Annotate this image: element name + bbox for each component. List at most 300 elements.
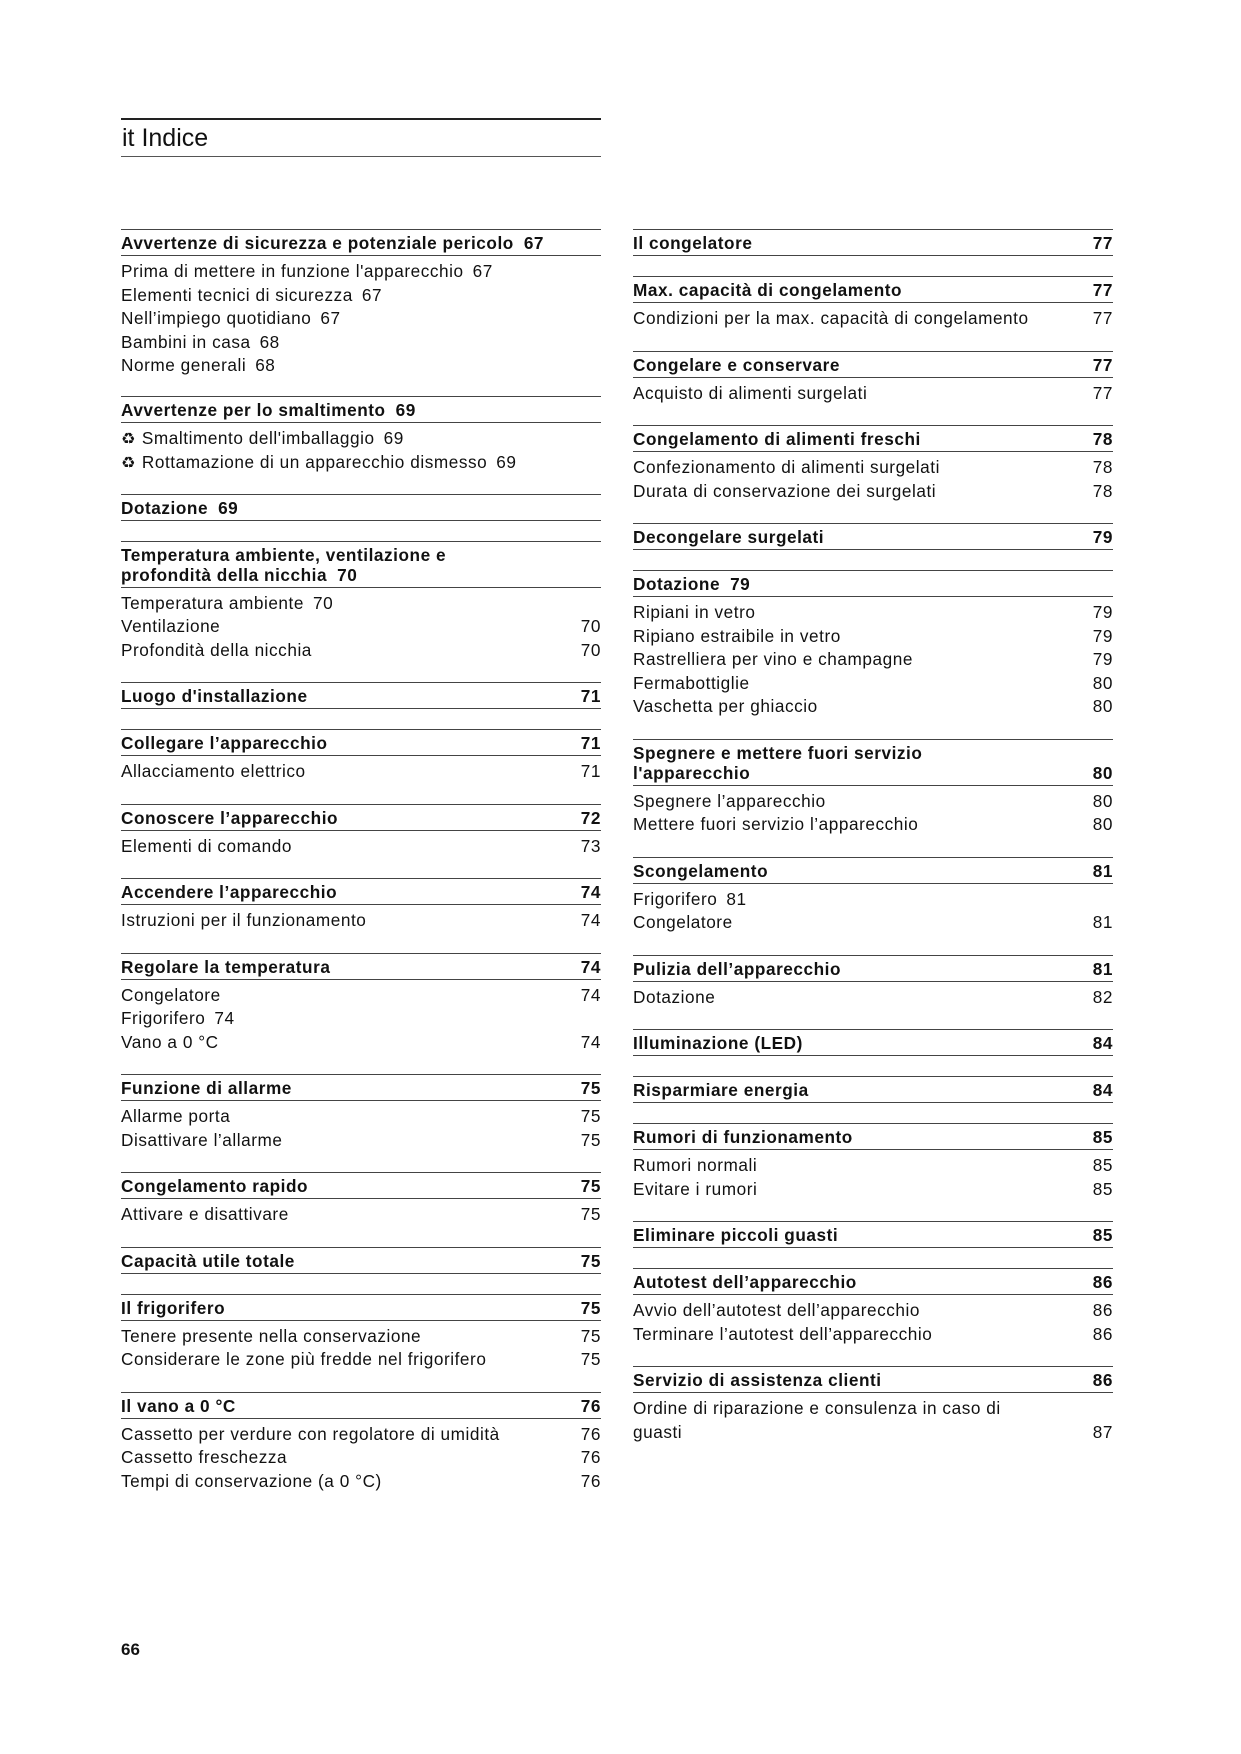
toc-section-page: 79 [730, 574, 751, 594]
toc-entry-title [633, 790, 826, 814]
toc-entry-page: 76 [580, 1447, 601, 1467]
toc-entry[interactable] [633, 480, 1113, 504]
toc-section-heading[interactable] [633, 1268, 1113, 1295]
toc-entry-title [121, 835, 292, 859]
toc-section [121, 229, 601, 378]
toc-section-page: 81 [1092, 958, 1113, 979]
toc-section-page: 77 [1092, 280, 1113, 300]
toc-section-title-text: Congelare e conservare [633, 354, 840, 375]
toc-entry[interactable] [121, 427, 601, 452]
toc-entry-page: 75 [580, 1325, 601, 1346]
toc-entry-page: 67 [472, 261, 493, 281]
toc-section-page: 77 [1092, 354, 1113, 375]
toc-section-title [121, 957, 338, 977]
toc-entry-page: 85 [1092, 1155, 1113, 1175]
toc-entry-page: 73 [580, 835, 601, 856]
toc-entry-text: Vano a 0 °C [121, 1031, 219, 1052]
recycle-icon: ♻ [121, 430, 136, 448]
toc-section-title [121, 498, 246, 518]
toc-entry-page: 80 [1092, 696, 1113, 716]
toc-entry-page: 77 [1092, 382, 1113, 403]
toc-entry-page: 70 [580, 616, 601, 636]
toc-entry-title [633, 456, 940, 480]
toc-section-title-text: Capacità utile totale [121, 1250, 295, 1271]
toc-section [121, 729, 601, 784]
toc-entry[interactable] [633, 813, 1113, 837]
toc-section-heading[interactable] [633, 1076, 1113, 1103]
toc-section-title-text: Spegnere e mettere fuori servizio l'apparecchio [633, 742, 923, 783]
toc-column-left [121, 209, 601, 1493]
toc-entry-title [633, 382, 867, 406]
toc-section-page: 84 [1092, 1080, 1113, 1100]
toc-entry-text: Attivare e disattivare [121, 1204, 289, 1224]
toc-entry-text: Rastrelliera per vino e champagne [633, 649, 913, 669]
toc-entry-title [121, 1423, 500, 1447]
toc-section-title [633, 1225, 846, 1245]
toc-section-title [121, 1396, 244, 1416]
toc-section-page: 85 [1092, 1127, 1113, 1147]
page-title: it Indice [122, 124, 209, 152]
toc-entry-title [633, 480, 936, 504]
toc-entry-text: Considerare le zone più fredde nel frigorifero [121, 1349, 487, 1369]
toc-section [121, 953, 601, 1055]
toc-section-heading[interactable] [633, 276, 1113, 303]
toc-section-title [121, 400, 424, 420]
toc-section [121, 1392, 601, 1494]
toc-entry[interactable] [121, 1105, 601, 1129]
toc-entry-page: 76 [580, 1470, 601, 1491]
toc-entry-title [121, 307, 341, 331]
toc-entry-title [633, 307, 1029, 331]
toc-section-title-text: Funzione di allarme [121, 1078, 292, 1098]
toc-section-page: 71 [580, 686, 601, 706]
toc-entry-page: 77 [1092, 308, 1113, 328]
toc-entry[interactable] [121, 615, 601, 639]
toc-entry-text: Bambini in casa [121, 331, 251, 352]
toc-entry-page: 70 [580, 639, 601, 660]
toc-entry[interactable] [121, 1348, 601, 1372]
toc-entry-title [633, 1323, 932, 1347]
toc-section-heading[interactable] [633, 1029, 1113, 1056]
toc-entry-page: 69 [496, 452, 517, 472]
toc-entry-page: 79 [1092, 649, 1113, 669]
toc-section [633, 570, 1113, 719]
toc-section-title [633, 1370, 890, 1390]
toc-entry[interactable] [121, 260, 601, 284]
toc-entry-text: Acquisto di alimenti surgelati [633, 382, 868, 403]
toc-section [121, 541, 601, 663]
toc-section-page: 70 [337, 564, 358, 585]
toc-section-heading[interactable] [121, 1247, 601, 1274]
toc-entry[interactable] [121, 1325, 601, 1349]
toc-section-title-text: Il frigorifero [121, 1297, 226, 1318]
toc-section-title-text: Avvertenze di sicurezza e potenziale pericolo [121, 233, 514, 253]
toc-section-heading[interactable] [633, 1123, 1113, 1150]
toc-entry-text: Ripiano estraibile in vetro [633, 625, 841, 646]
toc-section-title-text: Scongelamento [633, 860, 769, 881]
toc-section [633, 1123, 1113, 1201]
toc-entry-text: Profondità della nicchia [121, 639, 312, 660]
toc-entry[interactable] [633, 601, 1113, 625]
toc-entry[interactable] [121, 307, 601, 331]
toc-entry-title [121, 1007, 235, 1031]
toc-entry-title [633, 1299, 920, 1323]
toc-entry[interactable] [121, 284, 601, 308]
toc-section-title-text: Regolare la temperatura [121, 956, 331, 977]
toc-section [633, 1029, 1113, 1056]
toc-entry-text: Prima di mettere in funzione l'apparecchio [121, 261, 464, 281]
toc-section-title [633, 527, 832, 547]
toc-section-heading[interactable] [121, 682, 601, 709]
toc-entry-text: Frigorifero [121, 1008, 206, 1028]
toc-section-title [121, 545, 489, 585]
toc-section [121, 1074, 601, 1152]
toc-section-heading[interactable] [633, 1221, 1113, 1248]
toc-section-title [633, 1272, 865, 1292]
toc-entry-text: Ordine di riparazione e consulenza in caso di guasti [633, 1398, 1001, 1442]
toc-entry-title [121, 1348, 486, 1372]
toc-section-title [633, 959, 849, 979]
toc-entry-title [633, 1178, 757, 1202]
toc-section-title-text: Autotest dell’apparecchio [633, 1272, 857, 1292]
toc-entry-page: 75 [580, 1349, 601, 1369]
toc-entry[interactable] [633, 648, 1113, 672]
toc-entry-text: Evitare i rumori [633, 1178, 758, 1199]
toc-entry-page: 78 [1092, 457, 1113, 477]
recycle-icon: ♻ [121, 455, 136, 472]
toc-entry-title [121, 1203, 289, 1227]
toc-entry-text: Tenere presente nella conservazione [121, 1325, 422, 1346]
toc-entry-title [121, 909, 366, 933]
toc-entry-page: 86 [1092, 1323, 1113, 1344]
toc-section-title-text: Luogo d'installazione [121, 686, 308, 706]
toc-entry-title [121, 284, 382, 308]
toc-section-heading[interactable] [121, 1172, 601, 1199]
toc-entry[interactable] [633, 695, 1113, 719]
toc-section-heading[interactable] [121, 1294, 601, 1321]
toc-section [121, 494, 601, 521]
toc-entry[interactable] [121, 1446, 601, 1470]
toc-section-title-text: Eliminare piccoli guasti [633, 1225, 839, 1245]
toc-section [633, 276, 1113, 331]
toc-entry-page: 78 [1092, 480, 1113, 501]
toc-entry-page: 76 [580, 1423, 601, 1444]
toc-section-page: 75 [580, 1078, 601, 1098]
toc-entry-page: 70 [312, 592, 334, 613]
toc-section-page: 81 [1092, 860, 1113, 881]
toc-entry[interactable] [121, 1423, 601, 1447]
toc-entry-text: Nell’impiego quotidiano [121, 308, 312, 328]
toc-entry[interactable] [633, 382, 1113, 406]
toc-section-title [121, 1176, 316, 1196]
toc-entry[interactable] [121, 984, 601, 1008]
toc-section-title [633, 355, 848, 375]
toc-section [633, 1221, 1113, 1248]
toc-entry[interactable] [121, 1031, 601, 1055]
toc-section-heading[interactable] [121, 1392, 601, 1419]
toc-entry-title [633, 672, 750, 696]
toc-section [633, 1076, 1113, 1103]
toc-section-heading[interactable] [121, 804, 601, 831]
toc-section-title-text: Pulizia dell’apparecchio [633, 958, 842, 979]
toc-section-title-text: Servizio di assistenza clienti [633, 1370, 882, 1390]
toc-entry-title [121, 354, 275, 378]
toc-entry-title [121, 1325, 421, 1349]
toc-entry[interactable] [633, 986, 1113, 1010]
toc-entry-title [633, 695, 818, 719]
toc-section-title-text: Il vano a 0 °C [121, 1395, 236, 1416]
toc-section [121, 396, 601, 476]
toc-section-title [633, 233, 760, 253]
toc-entry-title [633, 888, 747, 912]
toc-section-page: 86 [1092, 1272, 1113, 1292]
toc-entry[interactable] [633, 456, 1113, 480]
toc-entry[interactable] [121, 331, 601, 355]
toc-section-title [121, 233, 552, 253]
toc-section-page: 77 [1092, 233, 1113, 253]
toc-section-page: 74 [580, 882, 601, 902]
toc-section-heading[interactable] [121, 541, 601, 588]
toc-section-title-text: Temperatura ambiente, ventilazione e profondità della nicchia [121, 544, 447, 585]
toc-column-right [633, 209, 1113, 1444]
toc-entry-page: 82 [1092, 986, 1113, 1007]
toc-entry-page: 79 [1092, 625, 1113, 646]
toc-entry-text: Tempi di conservazione (a 0 °C) [121, 1470, 382, 1491]
toc-section-title-text: Accendere l’apparecchio [121, 882, 338, 902]
toc-entry-text: Condizioni per la max. capacità di congelamento [633, 308, 1029, 328]
toc-entry-title [633, 1154, 757, 1178]
toc-section [121, 682, 601, 709]
toc-section-title-text: Dotazione [121, 497, 209, 518]
toc-section-heading[interactable] [121, 729, 601, 756]
toc-entry-text: Durata di conservazione dei surgelati [633, 480, 937, 501]
toc-section-heading[interactable] [633, 857, 1113, 884]
toc-section-title [121, 686, 316, 706]
toc-entry-page: 67 [361, 284, 383, 305]
toc-entry[interactable] [633, 1178, 1113, 1202]
toc-section-page: 75 [580, 1176, 601, 1196]
toc-section-heading[interactable] [633, 425, 1113, 452]
toc-section [121, 1172, 601, 1227]
toc-entry[interactable] [633, 1154, 1113, 1178]
toc-entry-title [633, 648, 913, 672]
toc-entry-text: Confezionamento di alimenti surgelati [633, 457, 940, 477]
toc-section-page: 69 [395, 399, 416, 420]
toc-entry-page: 80 [1092, 672, 1113, 693]
toc-section-title-text: Conoscere l’apparecchio [121, 807, 339, 828]
toc-entry-title [121, 1446, 287, 1470]
toc-entry-title [121, 639, 312, 663]
toc-section-title [121, 733, 336, 753]
toc-entry-page: 75 [580, 1106, 601, 1126]
toc-entry-text: Terminare l’autotest dell’apparecchio [633, 1323, 933, 1344]
toc-section-page: 71 [580, 733, 601, 753]
toc-section-page: 84 [1092, 1033, 1113, 1053]
toc-entry[interactable] [121, 1470, 601, 1494]
toc-entry-text: Dotazione [633, 986, 716, 1007]
toc-entry-page: 68 [259, 331, 280, 352]
toc-section-heading[interactable] [633, 1366, 1113, 1393]
toc-entry-page: 68 [255, 355, 276, 375]
toc-section-title-text: Collegare l’apparecchio [121, 733, 328, 753]
toc-section [633, 425, 1113, 503]
toc-entry-page: 80 [1092, 790, 1113, 811]
toc-section-page: 74 [580, 956, 601, 977]
toc-section-title-text: Rumori di funzionamento [633, 1127, 853, 1147]
toc-section-heading[interactable] [121, 396, 601, 423]
toc-entry-page: 80 [1092, 814, 1113, 834]
toc-section-page: 72 [580, 807, 601, 828]
toc-entry-title [121, 760, 306, 784]
toc-entry-text: Ripiani in vetro [633, 602, 756, 622]
toc-section-title-text: Congelamento di alimenti freschi [633, 429, 921, 449]
toc-entry-title [121, 592, 333, 616]
toc-entry-text: Ventilazione [121, 616, 221, 636]
toc-entry-page: 79 [1092, 602, 1113, 622]
toc-section-heading[interactable] [121, 953, 601, 980]
toc-section-title [121, 1251, 303, 1271]
toc-entry-text: Allarme porta [121, 1106, 231, 1126]
toc-section [633, 857, 1113, 935]
toc-entry-text: Congelatore [121, 984, 221, 1005]
toc-section-title [121, 1298, 233, 1318]
toc-section [633, 1366, 1113, 1444]
toc-entry-title [633, 911, 733, 935]
toc-entry-page: 81 [1092, 912, 1113, 932]
toc-entry[interactable] [121, 760, 601, 784]
toc-section-title-text: Max. capacità di congelamento [633, 280, 903, 300]
toc-entry[interactable] [633, 790, 1113, 814]
toc-entry-text: Rumori normali [633, 1155, 758, 1175]
toc-entry-page: 74 [580, 984, 601, 1005]
toc-section-title [121, 1078, 300, 1098]
toc-entry-title [633, 1397, 1033, 1444]
toc-section-title-text: Avvertenze per lo smaltimento [121, 399, 386, 420]
toc-section-page: 79 [1092, 527, 1113, 547]
toc-entry-page: 74 [580, 1031, 601, 1052]
toc-entry[interactable] [633, 911, 1113, 935]
page-header [121, 118, 601, 157]
toc-section [121, 878, 601, 933]
toc-entry[interactable] [633, 1397, 1113, 1444]
toc-entry-text: Avvio dell’autotest dell’apparecchio [633, 1300, 921, 1320]
toc-section-title [633, 861, 776, 881]
toc-entry-text: Congelatore [633, 912, 733, 932]
toc-section [121, 804, 601, 859]
toc-section [121, 1294, 601, 1372]
toc-section-title-text: Congelamento rapido [121, 1176, 309, 1196]
toc-entry[interactable] [121, 835, 601, 859]
toc-entry-title [121, 1470, 382, 1494]
toc-section-title [633, 280, 910, 300]
toc-section [633, 1268, 1113, 1346]
toc-section-title-text: Illuminazione (LED) [633, 1033, 803, 1053]
toc-section-page: 75 [580, 1250, 601, 1271]
toc-section-page: 86 [1092, 1370, 1113, 1390]
toc-entry-text: Smaltimento dell'imballaggio [141, 427, 375, 448]
toc-entry-title [121, 1105, 230, 1129]
toc-section-heading[interactable] [633, 739, 1113, 786]
toc-entry[interactable] [121, 1129, 601, 1153]
toc-entry[interactable] [121, 909, 601, 933]
toc-entry[interactable] [121, 1007, 601, 1031]
toc-entry[interactable] [633, 888, 1113, 912]
toc-entry[interactable] [633, 1299, 1113, 1323]
toc-entry[interactable] [121, 1203, 601, 1227]
toc-entry[interactable] [121, 639, 601, 663]
toc-section [121, 1247, 601, 1274]
toc-entry-text: Istruzioni per il funzionamento [121, 910, 367, 930]
toc-section-page: 80 [1092, 762, 1113, 783]
toc-section [633, 229, 1113, 256]
toc-entry[interactable] [633, 307, 1113, 331]
toc-entry-page: 69 [383, 427, 404, 448]
toc-entry[interactable] [121, 354, 601, 378]
toc-section-heading[interactable] [121, 1074, 601, 1101]
toc-section-title [121, 808, 346, 828]
toc-entry-page: 74 [214, 1008, 235, 1028]
toc-entry-text: Mettere fuori servizio l’apparecchio [633, 814, 919, 834]
toc-entry[interactable] [121, 451, 601, 476]
toc-entry-title [633, 625, 841, 649]
toc-entry-title [121, 1129, 283, 1153]
toc-entry-title [633, 601, 755, 625]
toc-entry-text: Disattivare l’allarme [121, 1129, 283, 1150]
toc-section-heading[interactable] [121, 229, 601, 256]
toc-entry-title [121, 984, 221, 1008]
toc-section-page: 67 [523, 233, 545, 253]
toc-section-title [121, 882, 345, 902]
toc-entry-text: Cassetto per verdure con regolatore di umidità [121, 1423, 500, 1444]
toc-entry[interactable] [121, 592, 601, 616]
toc-section-title-text: Risparmiare energia [633, 1080, 809, 1100]
toc-section-title [633, 1127, 861, 1147]
toc-entry-page: 75 [580, 1129, 601, 1150]
toc-entry-title [633, 813, 918, 837]
toc-entry-text: Fermabottiglie [633, 672, 750, 693]
toc-entry[interactable] [633, 625, 1113, 649]
toc-section-page: 85 [1092, 1225, 1113, 1245]
toc-section-heading[interactable] [633, 229, 1113, 256]
toc-entry[interactable] [633, 1323, 1113, 1347]
toc-entry-text: Frigorifero [633, 888, 718, 909]
toc-section-title [633, 574, 758, 594]
toc-entry-title [121, 615, 220, 639]
toc-section-heading[interactable] [633, 351, 1113, 378]
toc-entry-page: 67 [320, 308, 341, 328]
toc-entry-title [633, 986, 715, 1010]
toc-section-title-text: Il congelatore [633, 233, 753, 253]
toc-section-heading[interactable] [121, 494, 601, 521]
toc-section-heading[interactable] [633, 523, 1113, 550]
toc-section-page: 76 [580, 1395, 601, 1416]
toc-entry-page: 81 [726, 888, 747, 909]
toc-entry-title [121, 427, 404, 452]
toc-entry-title [121, 1031, 219, 1055]
toc-entry-text: Cassetto freschezza [121, 1447, 288, 1467]
toc-section-heading[interactable] [121, 878, 601, 905]
toc-section-page: 78 [1092, 429, 1113, 449]
toc-entry-title [121, 451, 516, 476]
toc-entry-page: 87 [1092, 1421, 1113, 1442]
toc-section-heading[interactable] [633, 955, 1113, 982]
toc-section-heading[interactable] [633, 570, 1113, 597]
toc-section [633, 523, 1113, 550]
toc-entry-text: Allacciamento elettrico [121, 761, 306, 781]
toc-entry[interactable] [633, 672, 1113, 696]
toc-entry-title [121, 260, 493, 284]
toc-entry-page: 85 [1092, 1178, 1113, 1199]
